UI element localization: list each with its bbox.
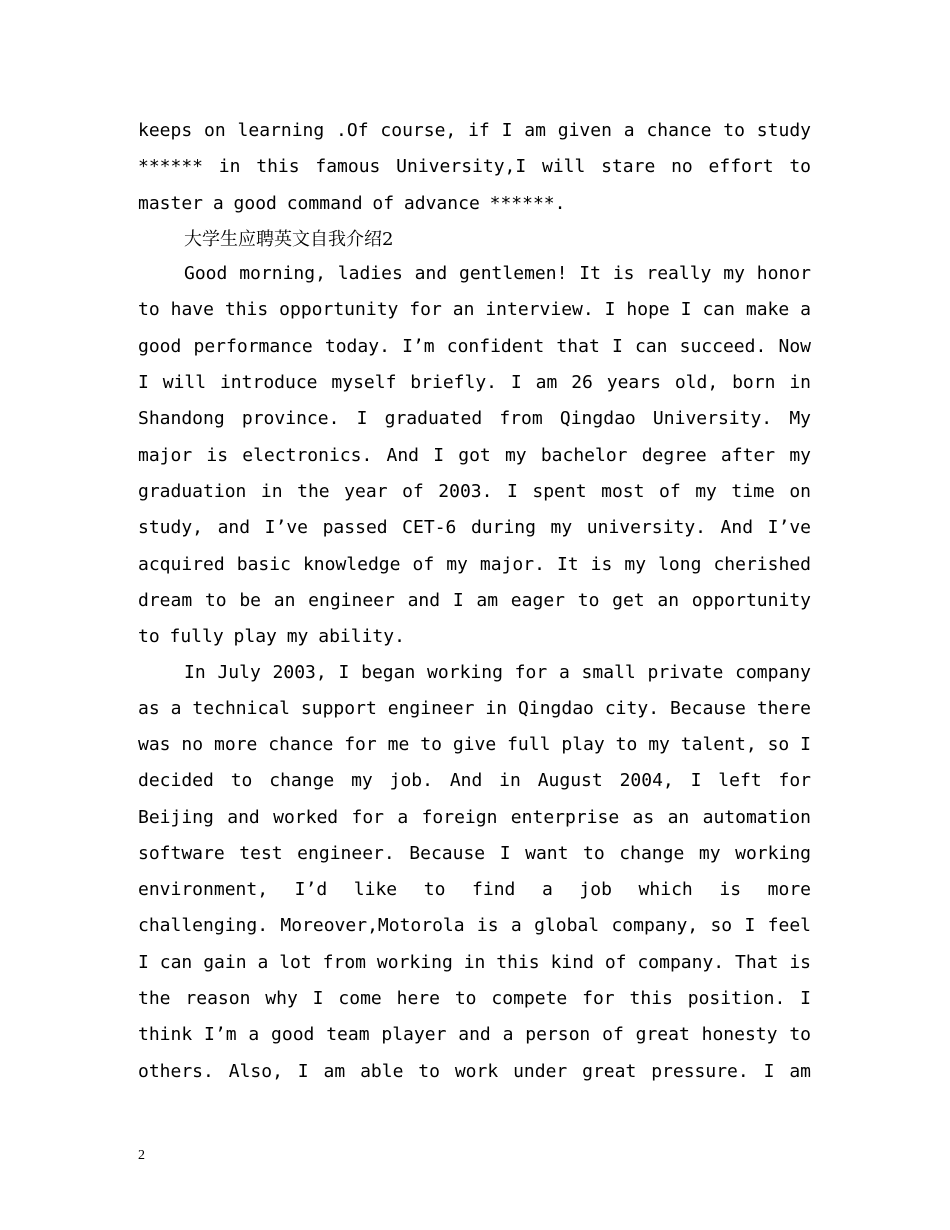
- text-line: acquired basic knowledge of my major. It is my long cherished: [138, 554, 811, 575]
- text-line: was no more chance for me to give full play to my talent, so I: [138, 734, 811, 755]
- text-line: I can gain a lot from working in this kind of company. That is: [138, 952, 811, 973]
- text-line: graduation in the year of 2003. I spent most of my time on: [138, 481, 811, 502]
- text-line: I will introduce myself briefly. I am 26 years old, born in: [138, 372, 811, 393]
- text-line: study, and I’ve passed CET-6 during my university. And I’ve: [138, 517, 811, 538]
- text-line: dream to be an engineer and I am eager to get an opportunity: [138, 590, 811, 611]
- text-line: Good morning, ladies and gentlemen! It is really my honor: [184, 263, 811, 284]
- text-line: keeps on learning .Of course, if I am given a chance to study: [138, 120, 811, 141]
- text-line: environment, I’d like to find a job which is more: [138, 879, 811, 900]
- text-line: good performance today. I’m confident that I can succeed. Now: [138, 336, 811, 357]
- text-line: as a technical support engineer in Qingdao city. Because there: [138, 698, 811, 719]
- text-line: In July 2003, I began working for a small private company: [184, 662, 811, 683]
- text-line: Shandong province. I graduated from Qingdao University. My: [138, 408, 811, 429]
- text-line: to have this opportunity for an interview. I hope I can make a: [138, 299, 811, 320]
- text-line: software test engineer. Because I want to change my working: [138, 843, 811, 864]
- text-line: others. Also, I am able to work under great pressure. I am: [138, 1061, 811, 1082]
- text-line: think I’m a good team player and a person of great honesty to: [138, 1024, 811, 1045]
- text-line: challenging. Moreover,Motorola is a global company, so I feel: [138, 915, 811, 936]
- text-line: to fully play my ability.: [138, 626, 405, 647]
- text-line: master a good command of advance ******.: [138, 193, 566, 214]
- text-line: major is electronics. And I got my bachelor degree after my: [138, 445, 811, 466]
- section-heading: 大学生应聘英文自我介绍2: [184, 229, 394, 250]
- text-line: Beijing and worked for a foreign enterprise as an automation: [138, 807, 811, 828]
- text-line: the reason why I come here to compete for this position. I: [138, 988, 811, 1009]
- page-number: 2: [138, 1148, 145, 1163]
- text-line: decided to change my job. And in August 2004, I left for: [138, 770, 811, 791]
- text-line: ****** in this famous University,I will stare no effort to: [138, 156, 811, 177]
